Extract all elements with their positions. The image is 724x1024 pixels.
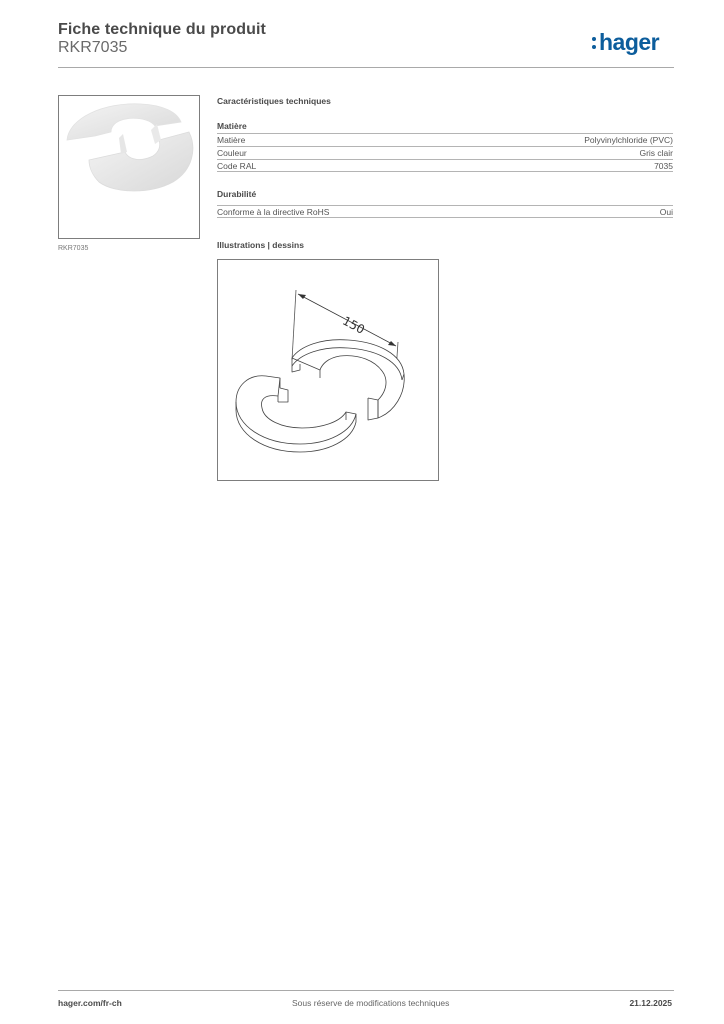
logo-text: hager: [599, 29, 660, 55]
hager-logo: [592, 30, 659, 54]
spec-label: Matière: [217, 135, 246, 145]
dimension-label: 150: [340, 313, 368, 337]
spec-label: Code RAL: [217, 160, 257, 171]
illustrations-heading: Illustrations | dessins: [217, 240, 304, 250]
group-title-material: Matière: [217, 121, 247, 131]
spec-value: 7035: [654, 160, 673, 171]
spec-label: Couleur: [217, 148, 247, 158]
header-divider: [58, 67, 674, 68]
footer-date: 21.12.2025: [629, 998, 672, 1008]
footer-disclaimer: Sous réserve de modifications techniques: [292, 998, 450, 1008]
technical-drawing: [217, 259, 439, 481]
footer-divider: [58, 990, 674, 991]
logo-colon-icon: [592, 33, 597, 51]
footer-website-link[interactable]: hager.com/fr-ch: [58, 998, 122, 1008]
pipe-rosette-photo-icon: [59, 96, 199, 238]
group-title-durability: Durabilité: [217, 189, 257, 199]
spec-row: [217, 205, 673, 218]
specs-heading: Caractéristiques techniques: [217, 96, 331, 106]
spec-row: [217, 146, 673, 159]
spec-label: Conforme à la directive RoHS: [217, 206, 330, 217]
rosette-drawing-icon: [218, 260, 438, 480]
spec-value: Gris clair: [639, 148, 673, 158]
spec-value: Oui: [659, 206, 673, 217]
spec-row: [217, 133, 673, 146]
spec-value: Polyvinylchloride (PVC): [584, 135, 673, 145]
product-image: [58, 95, 200, 239]
page-title: Fiche technique du produit: [58, 21, 266, 38]
product-image-caption: RKR7035: [58, 245, 89, 252]
product-code: RKR7035: [58, 39, 128, 56]
spec-row: [217, 159, 673, 172]
